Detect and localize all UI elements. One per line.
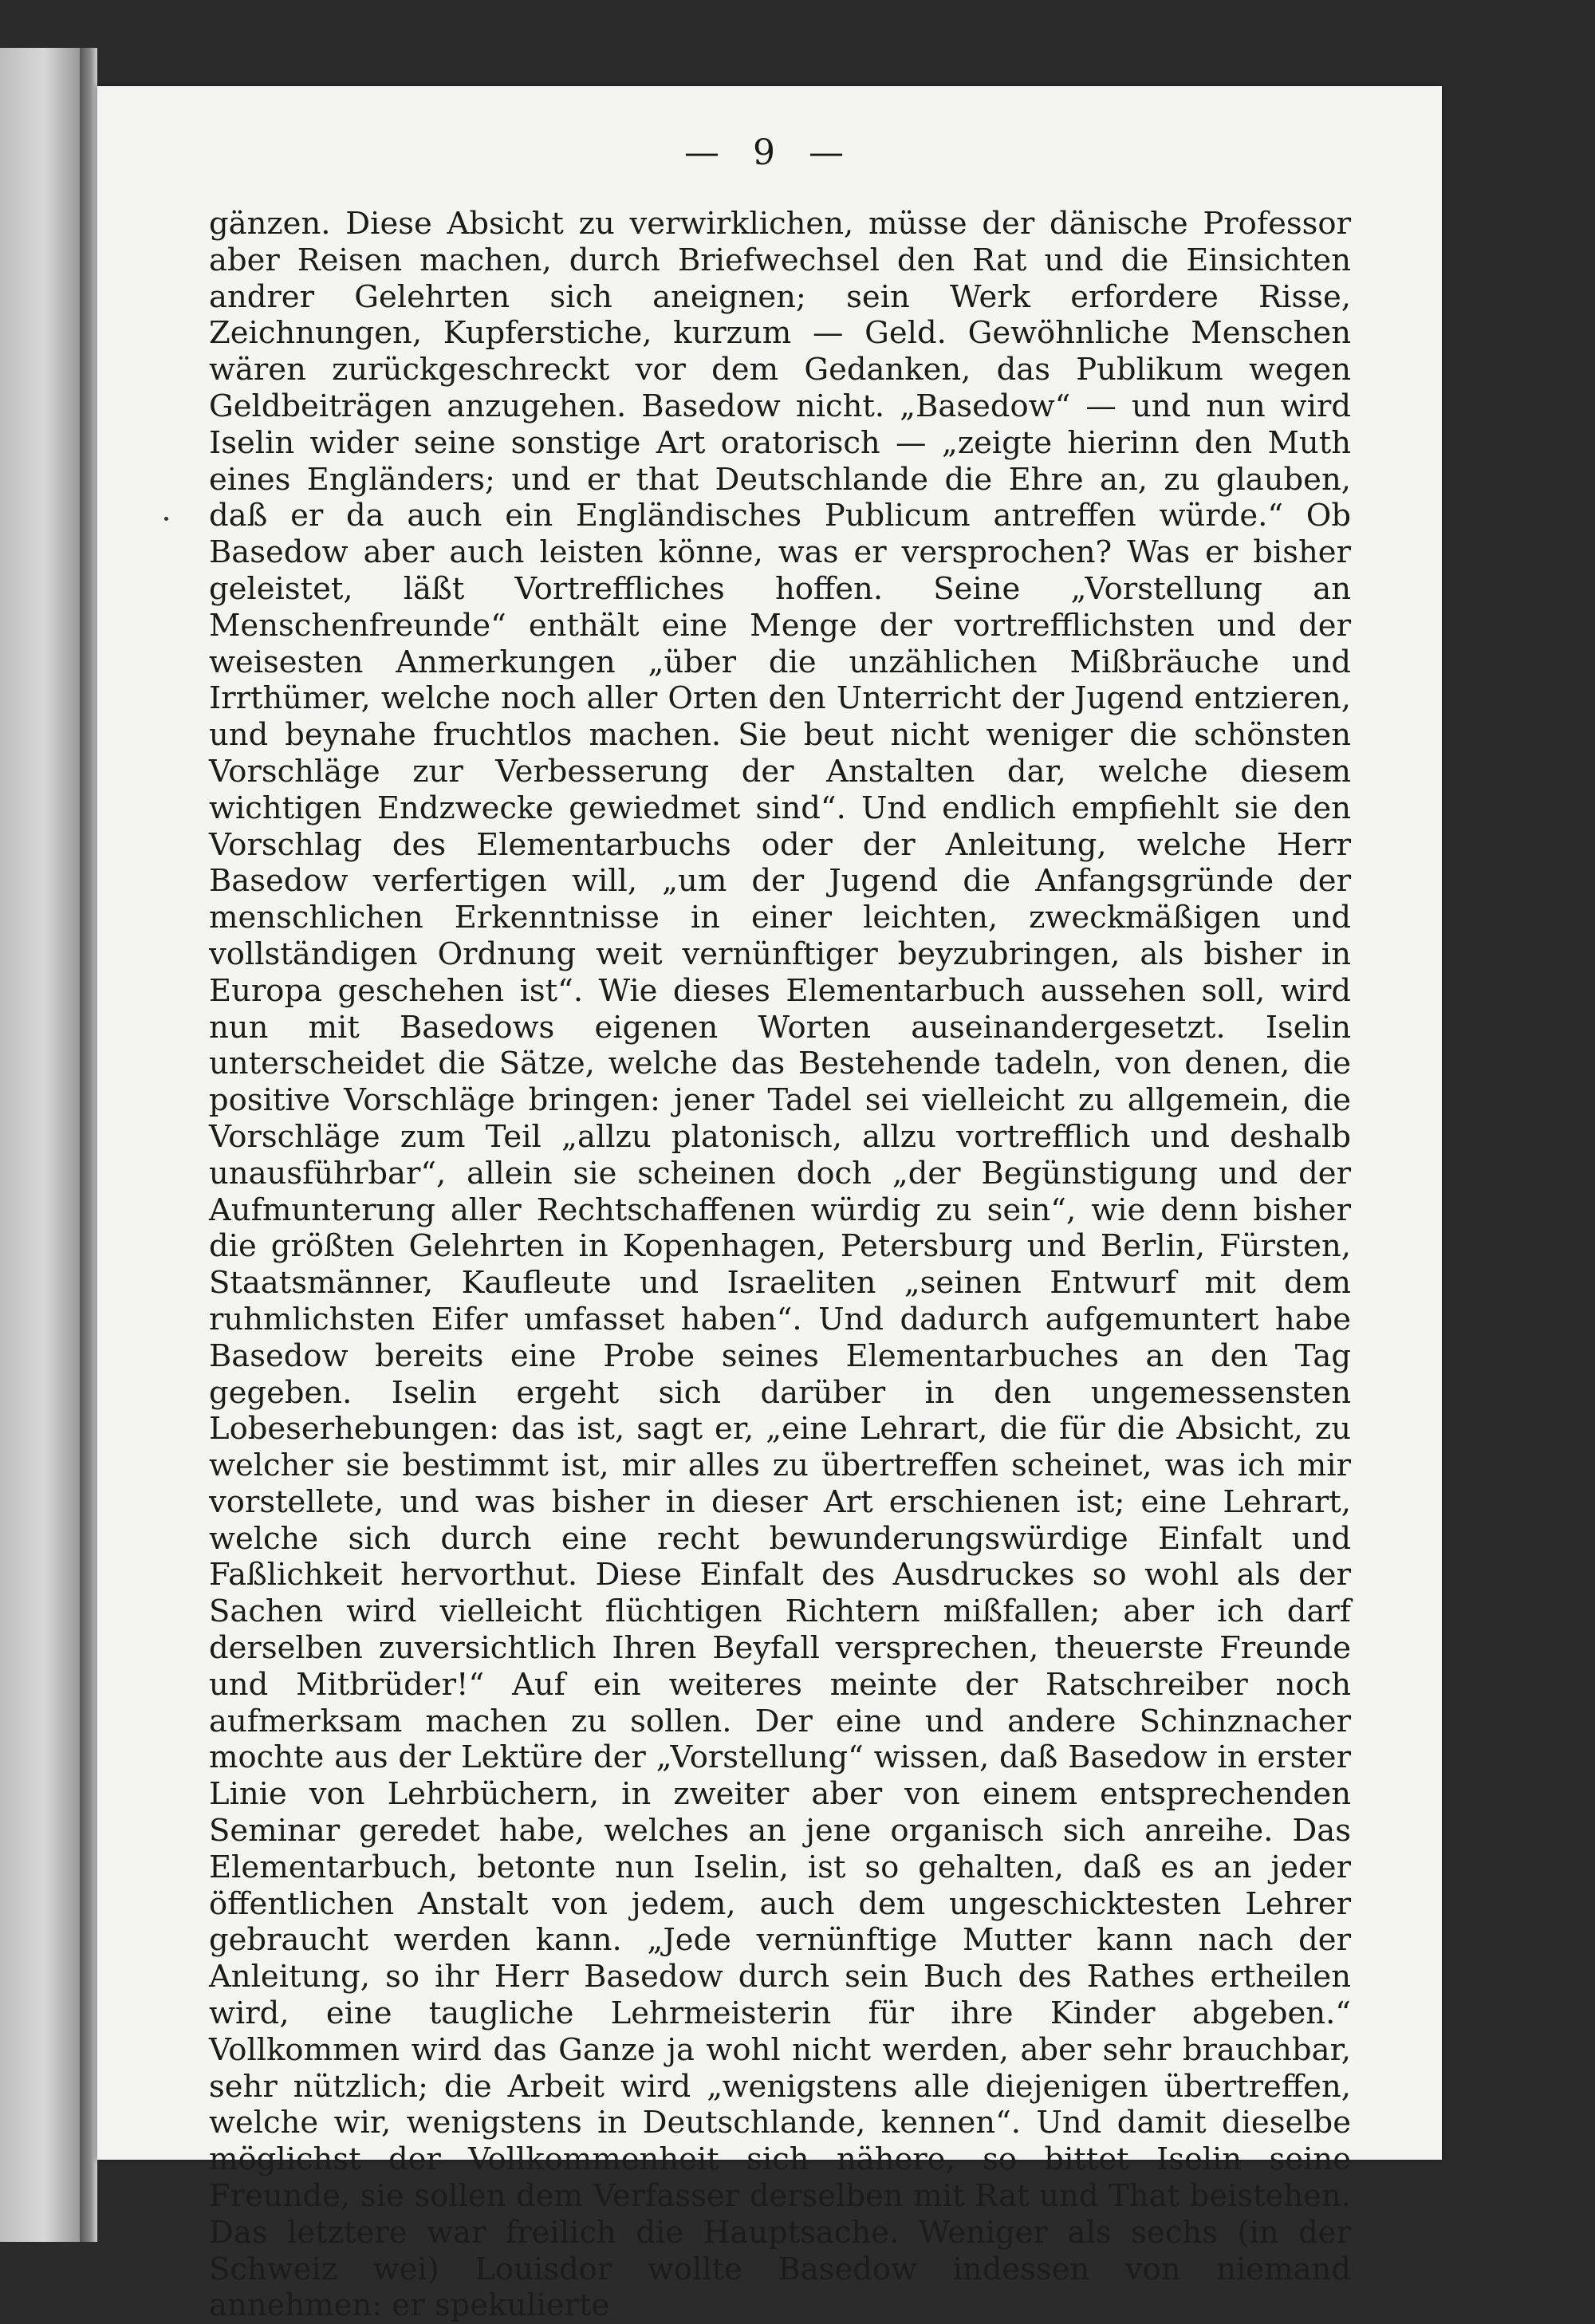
- body-paragraph: gänzen. Diese Absicht zu verwirklichen, müsse der dänische Professor aber Reisen machen, durch Briefwechsel den Rat und die Einsichten andrer Gelehrten sich aneignen; sein Werk erfordere Risse, Zeichnungen, Kupferstiche, kurzum — Geld. Gewöhnliche Menschen wären zurückgeschreckt vor dem Gedanken, das Publikum wegen Geldbeiträgen anzugehen. Basedow nicht. „Basedow“ — und nun wird Iselin wider seine sonstige Art oratorisch — „zeigte hierinn den Muth eines Engländers; und er that Deutschlande die Ehre an, zu glauben, daß er da auch ein Engländisches Publicum antreffen würde.“ Ob Basedow aber auch leisten könne, was er versprochen? Was er bisher geleistet, läßt Vortreffliches hoffen. Seine „Vorstellung an Menschenfreunde“ enthält eine Menge der vortrefflichsten und der weisesten Anmerkungen „über die unzählichen Mißbräuche und Irrthümer, welche noch aller Orten den Unterricht der Jugend entzieren, und beynahe fruchtlos machen. Sie beut nicht weniger die schönsten Vorschläge zur Verbesserung der Anstalten dar, welche diesem wichtigen Endzwecke gewiedmet sind“. Und endlich empfiehlt sie den Vorschlag des Elementarbuchs oder der Anleitung, welche Herr Basedow verfertigen will, „um der Jugend die Anfangsgründe der menschlichen Erkenntnisse in einer leichten, zweckmäßigen und vollständigen Ordnung weit vernünftiger beyzubringen, als bisher in Europa geschehen ist“. Wie dieses Elementarbuch aussehen soll, wird nun mit Basedows eigenen Worten auseinandergesetzt. Iselin unterscheidet die Sätze, welche das Bestehende tadeln, von denen, die positive Vorschläge bringen: jener Tadel sei vielleicht zu allgemein, die Vorschläge zum Teil „allzu platonisch, allzu vortrefflich und deshalb unausführbar“, allein sie scheinen doch „der Begünstigung und der Aufmunterung aller Rechtschaffenen würdig zu sein“, wie denn bisher die größten Gelehrten in Kopenhagen, Petersburg und Berlin, Fürsten, Staatsmänner, Kaufleute und Israeliten „seinen Entwurf mit dem ruhmlichsten Eifer umfasset haben“. Und dadurch aufgemuntert habe Basedow bereits eine Probe seines Elementarbuches an den Tag gegeben. Iselin ergeht sich darüber in den ungemessensten Lobeserhebungen: das ist, sagt er, „eine Lehrart, die für die Absicht, zu welcher sie bestimmt ist, mir alles zu übertreffen scheinet, was ich mir vorstellete, und was bisher in dieser Art erschienen ist; eine Lehrart, welche sich durch eine recht bewunderungswürdige Einfalt und Faßlichkeit hervorthut. Diese Einfalt des Ausdruckes so wohl als der Sachen wird vielleicht flüchtigen Richtern mißfallen; aber ich darf derselben zuversichtlich Ihren Beyfall versprechen, theuerste Freunde und Mitbrüder!“ Auf ein weiteres meinte der Ratschreiber noch aufmerksam machen zu sollen. Der eine und andere Schinznacher mochte aus der Lektüre der „Vorstellung“ wissen, daß Basedow in erster Linie von Lehrbüchern, in zweiter aber von einem entsprechenden Seminar geredet habe, welches an jene organisch sich anreihe. Das Elementarbuch, betonte nun Iselin, ist so gehalten, daß es an jeder öffentlichen Anstalt von jedem, auch dem ungeschicktesten Lehrer gebraucht werden kann. „Jede vernünftige Mutter kann nach der Anleitung, so ihr Herr Basedow durch sein Buch des Rathes ertheilen wird, eine taugliche Lehrmeisterin für ihre Kinder abgeben.“ Vollkommen wird das Ganze ja wohl nicht werden, aber sehr brauchbar, sehr nützlich; die Arbeit wird „wenigstens alle diejenigen übertreffen, welche wir, wenigstens in Deutschlande, kennen“. Und damit dieselbe möglichst der Vollkommenheit sich nähere, so bittet Iselin seine Freunde, sie sollen dem Verfasser derselben mit Rat und That beistehen. Das letztere war freilich die Hauptsache. Weniger als sechs (in der Schweiz wei) Louisdor wollte Basedow indessen von niemand annehmen: er spekulierte: [209, 206, 1351, 2324]
- left-page-edge: [0, 48, 80, 2242]
- book-page: [97, 86, 1442, 2324]
- page-number: — 9 —: [684, 132, 855, 173]
- margin-mark: [164, 517, 168, 521]
- book-gutter: [80, 48, 97, 2242]
